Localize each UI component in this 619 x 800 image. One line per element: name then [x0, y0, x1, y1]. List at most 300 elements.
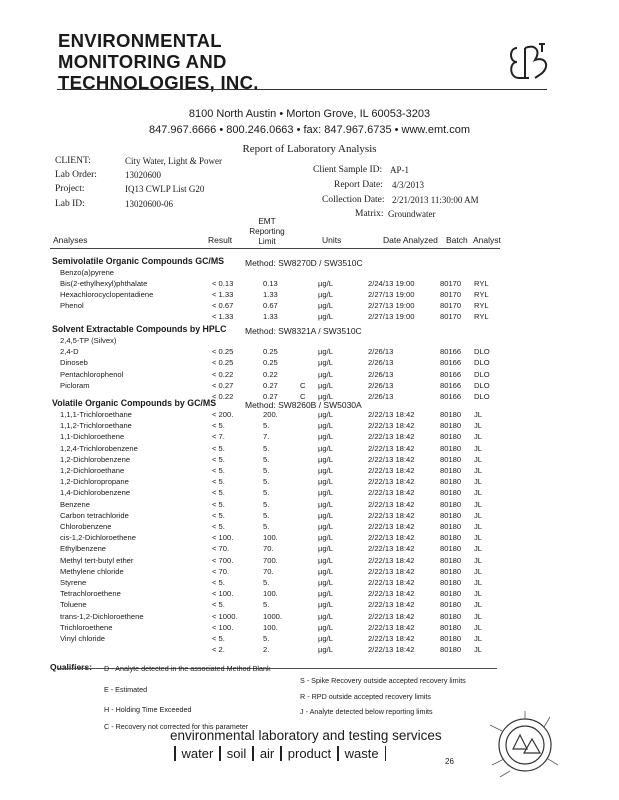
- limit-cell: 200.: [263, 410, 278, 419]
- project-value: IQ13 CWLP List G20: [125, 184, 205, 194]
- units-cell: µg/L: [318, 392, 333, 401]
- company-contact: 847.967.6666 • 800.246.0663 • fax: 847.967.6735 • www.emt.com: [149, 124, 470, 136]
- batch-cell: 80166: [440, 392, 462, 401]
- analyst-cell: DLO: [474, 392, 490, 401]
- table-row: [0, 634, 619, 644]
- limit-cell: 7.: [263, 432, 270, 442]
- limit-cell: 100.: [263, 589, 278, 599]
- result-cell: < 1.33: [212, 290, 234, 299]
- qualifier-cell: C: [300, 380, 306, 390]
- units-cell: µg/L: [318, 566, 333, 576]
- limit-cell: 700.: [263, 555, 278, 565]
- units-cell: µg/L: [318, 369, 333, 379]
- limit-cell: 0.25: [263, 358, 278, 368]
- analyst-cell: JL: [474, 443, 483, 453]
- units-cell: µg/L: [318, 555, 333, 565]
- footer-word-water: water: [181, 746, 214, 761]
- table-row: [0, 567, 619, 577]
- analyte-cell: 1,1,2-Trichloroethane: [60, 421, 132, 431]
- limit-cell: 5.: [263, 522, 270, 531]
- units-cell: µg/L: [318, 358, 333, 368]
- date-analyzed-cell: 2/22/13 18:42: [368, 634, 415, 643]
- table-row: [0, 500, 619, 510]
- section-title: Semivolatile Organic Compounds GC/MS: [52, 256, 225, 266]
- collection-date-value: 2/21/2013 11:30:00 AM: [392, 195, 479, 205]
- result-cell: < 700.: [212, 555, 234, 565]
- analyst-cell: DLO: [474, 380, 490, 390]
- date-analyzed-cell: 2/22/13 18:42: [368, 611, 415, 621]
- analyte-cell: Carbon tetrachloride: [60, 510, 129, 520]
- analyte-cell: Vinyl chloride: [60, 634, 106, 643]
- analyst-cell: JL: [474, 477, 483, 487]
- lab-id-label: Lab ID:: [55, 199, 85, 209]
- date-analyzed-cell: 2/22/13 18:42: [368, 443, 415, 453]
- batch-cell: 80180: [440, 634, 462, 643]
- batch-cell: 80180: [440, 477, 462, 487]
- batch-cell: 80180: [440, 410, 462, 419]
- analyst-cell: JL: [474, 589, 483, 599]
- batch-cell: 80180: [440, 600, 462, 610]
- section-method: Method: SW8270D / SW3510C: [245, 258, 363, 268]
- result-cell: < 0.22: [212, 392, 234, 401]
- lab-order-value: 13020600: [125, 170, 161, 180]
- limit-cell: 5.: [263, 443, 270, 453]
- table-row: [0, 488, 619, 498]
- analyst-cell: JL: [474, 410, 483, 419]
- column-header-rule: [50, 248, 500, 249]
- result-cell: < 1.33: [212, 312, 234, 321]
- qualifier-r: R - RPD outside accepted recovery limits: [300, 692, 432, 701]
- date-analyzed-cell: 2/22/13 18:42: [368, 466, 415, 475]
- units-cell: µg/L: [318, 634, 333, 643]
- analyte-cell: Tetrachloroethene: [60, 589, 121, 599]
- result-cell: < 5.: [212, 466, 225, 475]
- batch-cell: 80170: [440, 290, 462, 299]
- emt-logo: [505, 40, 557, 90]
- analyst-cell: JL: [474, 600, 483, 610]
- date-analyzed-cell: 2/26/13: [368, 369, 394, 379]
- result-cell: < 200.: [212, 410, 234, 419]
- batch-cell: 80180: [440, 533, 462, 543]
- company-address: 8100 North Austin • Morton Grove, IL 60053-3203: [188, 108, 431, 120]
- col-header-units: Units: [322, 235, 342, 245]
- analyst-cell: RYL: [474, 290, 489, 299]
- result-cell: < 5.: [212, 634, 225, 643]
- table-row: [0, 421, 619, 431]
- units-cell: µg/L: [318, 443, 333, 453]
- result-cell: < 70.: [212, 566, 230, 576]
- result-cell: < 70.: [212, 544, 230, 554]
- report-date-label: Report Date:: [334, 180, 383, 190]
- client-sample-value: AP-1: [390, 165, 410, 175]
- collection-date-label: Collection Date:: [322, 195, 385, 205]
- table-row: [0, 301, 619, 311]
- batch-cell: 80170: [440, 301, 462, 310]
- analyst-cell: JL: [474, 499, 483, 509]
- limit-cell: 2.: [263, 645, 270, 655]
- date-analyzed-cell: 2/22/13 18:42: [368, 421, 415, 431]
- batch-cell: 80180: [440, 544, 462, 554]
- analyst-cell: JL: [474, 488, 483, 498]
- units-cell: µg/L: [318, 488, 333, 498]
- limit-cell: 1.33: [263, 290, 278, 299]
- units-cell: µg/L: [318, 499, 333, 509]
- table-row: [0, 370, 619, 380]
- date-analyzed-cell: 2/24/13 19:00: [368, 279, 415, 288]
- batch-cell: 80180: [440, 443, 462, 453]
- units-cell: µg/L: [318, 522, 333, 531]
- analyst-cell: JL: [474, 611, 483, 621]
- table-row: [0, 466, 619, 476]
- analyst-cell: JL: [474, 510, 483, 520]
- batch-cell: 80180: [440, 555, 462, 565]
- analyte-cell: Methyl tert-butyl ether: [60, 555, 134, 565]
- result-cell: < 100.: [212, 533, 234, 543]
- analyte-cell: Picloram: [60, 380, 90, 390]
- table-row: [0, 612, 619, 622]
- footer-word-waste: waste: [344, 746, 379, 761]
- analyte-cell: Trichloroethene: [60, 622, 113, 632]
- units-cell: µg/L: [318, 510, 333, 520]
- batch-cell: 80180: [440, 589, 462, 599]
- limit-cell: 5.: [263, 421, 270, 431]
- batch-cell: 80166: [440, 358, 462, 368]
- units-cell: µg/L: [318, 533, 333, 543]
- qualifier-cell: C: [300, 392, 306, 401]
- analyst-cell: JL: [474, 622, 483, 632]
- units-cell: µg/L: [318, 544, 333, 554]
- limit-cell: 1.33: [263, 312, 278, 321]
- date-analyzed-cell: 2/22/13 18:42: [368, 488, 415, 498]
- date-analyzed-cell: 2/22/13 18:42: [368, 410, 415, 419]
- table-row: [0, 623, 619, 633]
- table-row: [0, 358, 619, 368]
- table-row: [0, 511, 619, 521]
- limit-cell: 0.22: [263, 369, 278, 379]
- batch-cell: 80180: [440, 522, 462, 531]
- batch-cell: 80180: [440, 566, 462, 576]
- limit-cell: 5.: [263, 634, 270, 643]
- report-title: Report of Laboratory Analysis: [242, 143, 377, 155]
- qualifier-h: H - Holding Time Exceeded: [104, 705, 192, 714]
- date-analyzed-cell: 2/22/13 18:42: [368, 555, 415, 565]
- batch-cell: 80180: [440, 622, 462, 632]
- result-cell: < 0.67: [212, 301, 234, 310]
- analyte-cell: Toluene: [60, 600, 87, 610]
- analyst-cell: JL: [474, 421, 483, 431]
- client-value: City Water, Light & Power: [125, 156, 222, 166]
- result-cell: < 2.: [212, 645, 225, 655]
- header-rule: [57, 89, 547, 90]
- result-cell: < 5.: [212, 421, 225, 431]
- analyte-cell: Chlorobenzene: [60, 522, 112, 531]
- date-analyzed-cell: 2/22/13 18:42: [368, 533, 415, 543]
- footer-word-soil: soil: [226, 746, 247, 761]
- date-analyzed-cell: 2/22/13 18:42: [368, 477, 415, 487]
- limit-cell: 5.: [263, 477, 270, 487]
- qualifier-d: D - Analyte detected in the associated Method Blank: [104, 664, 271, 673]
- batch-cell: 80180: [440, 421, 462, 431]
- units-cell: µg/L: [318, 578, 333, 587]
- date-analyzed-cell: 2/22/13 18:42: [368, 645, 415, 655]
- date-analyzed-cell: 2/26/13: [368, 380, 394, 390]
- result-cell: < 7.: [212, 432, 225, 442]
- section-method: Method: SW8260B / SW5030A: [245, 400, 362, 410]
- table-row: [0, 279, 619, 289]
- analyst-cell: JL: [474, 544, 483, 554]
- date-analyzed-cell: 2/22/13 18:42: [368, 578, 415, 587]
- qualifier-s: S - Spike Recovery outside accepted recovery limits: [300, 676, 466, 685]
- col-header-analyst: Analyst: [473, 235, 501, 245]
- limit-cell: 0.13: [263, 279, 278, 288]
- batch-cell: 80180: [440, 611, 462, 621]
- qualifier-j: J - Analyte detected below reporting limits: [300, 707, 433, 716]
- date-analyzed-cell: 2/22/13 18:42: [368, 566, 415, 576]
- analyst-cell: JL: [474, 533, 483, 543]
- date-analyzed-cell: 2/26/13: [368, 347, 394, 357]
- date-analyzed-cell: 2/22/13 18:42: [368, 510, 415, 520]
- limit-cell: 5.: [263, 488, 270, 498]
- table-row: [0, 347, 619, 357]
- result-cell: < 100.: [212, 589, 234, 599]
- units-cell: µg/L: [318, 611, 333, 621]
- limit-cell: 5.: [263, 466, 270, 475]
- client-sample-label: Client Sample ID:: [313, 165, 383, 175]
- date-analyzed-cell: 2/22/13 18:42: [368, 522, 415, 531]
- table-row: [0, 544, 619, 554]
- batch-cell: 80166: [440, 347, 462, 357]
- date-analyzed-cell: 2/27/13 19:00: [368, 290, 415, 299]
- date-analyzed-cell: 2/22/13 18:42: [368, 454, 415, 464]
- table-row: [0, 312, 619, 322]
- analyte-cell: Phenol: [60, 301, 84, 310]
- batch-cell: 80180: [440, 645, 462, 655]
- lab-id-value: 13020600-06: [125, 199, 173, 209]
- section-title: Volatile Organic Compounds by GC/MS: [52, 398, 217, 408]
- analyte-cell: Pentachlorophenol: [60, 369, 124, 379]
- table-row: [0, 578, 619, 588]
- company-name-line: TECHNOLOGIES, INC.: [58, 72, 259, 93]
- units-cell: µg/L: [318, 589, 333, 599]
- analyte-cell: Ethylbenzene: [60, 544, 107, 554]
- result-cell: < 0.25: [212, 347, 234, 357]
- table-row: [0, 444, 619, 454]
- result-cell: < 5.: [212, 600, 225, 610]
- result-cell: < 5.: [212, 522, 225, 531]
- footer-word-product: product: [287, 746, 332, 761]
- matrix-label: Matrix:: [355, 209, 384, 219]
- units-cell: µg/L: [318, 477, 333, 487]
- units-cell: µg/L: [318, 600, 333, 610]
- col-header-date-analyzed: Date Analyzed: [383, 235, 438, 245]
- analyte-cell: 1,2,4-Trichlorobenzene: [60, 443, 138, 453]
- section-method: Method: SW8321A / SW3510C: [245, 326, 362, 336]
- units-cell: µg/L: [318, 290, 333, 299]
- analyte-cell: 1,2-Dichloroethane: [60, 466, 125, 475]
- batch-cell: 80166: [440, 369, 462, 379]
- units-cell: µg/L: [318, 380, 333, 390]
- analyte-cell: Bis(2-ethylhexyl)phthalate: [60, 279, 148, 288]
- limit-cell: 5.: [263, 499, 270, 509]
- qualifiers-label: Qualifiers:: [50, 662, 93, 672]
- result-cell: < 5.: [212, 477, 225, 487]
- analyte-cell: cis-1,2-Dichloroethene: [60, 533, 136, 543]
- batch-cell: 80166: [440, 380, 462, 390]
- footer-services: [168, 746, 392, 761]
- table-row: [0, 522, 619, 532]
- table-row: [0, 381, 619, 391]
- limit-cell: 100.: [263, 533, 278, 543]
- client-label: CLIENT:: [55, 156, 91, 166]
- analyte-cell: Benzene: [60, 499, 90, 509]
- batch-cell: 80180: [440, 454, 462, 464]
- units-cell: µg/L: [318, 421, 333, 431]
- analyst-cell: JL: [474, 645, 483, 655]
- analyte-cell: Benzo(a)pyrene: [60, 268, 115, 277]
- company-name-line: MONITORING AND: [58, 51, 227, 72]
- table-row: [0, 432, 619, 442]
- analyst-cell: JL: [474, 566, 483, 576]
- batch-cell: 80180: [440, 432, 462, 442]
- analyst-cell: JL: [474, 522, 483, 531]
- analyst-cell: JL: [474, 634, 483, 643]
- analyte-cell: 2,4-D: [60, 347, 79, 357]
- limit-cell: 5.: [263, 510, 270, 520]
- units-cell: µg/L: [318, 645, 333, 655]
- result-cell: < 0.22: [212, 369, 234, 379]
- analyte-cell: Dinoseb: [60, 358, 88, 368]
- batch-cell: 80180: [440, 488, 462, 498]
- table-row: [0, 455, 619, 465]
- table-row: [0, 533, 619, 543]
- limit-cell: 0.25: [263, 347, 278, 357]
- col-header-reporting-limit: EMT Reporting Limit: [249, 217, 285, 246]
- analyte-cell: 1,2-Dichlorobenzene: [60, 454, 131, 464]
- limit-cell: 70.: [263, 566, 274, 576]
- limit-cell: 70.: [263, 544, 274, 554]
- date-analyzed-cell: 2/22/13 18:42: [368, 499, 415, 509]
- limit-cell: 100.: [263, 622, 278, 632]
- units-cell: µg/L: [318, 454, 333, 464]
- company-name-line: ENVIRONMENTAL: [58, 30, 222, 51]
- date-analyzed-cell: 2/22/13 18:42: [368, 589, 415, 599]
- analyte-cell: trans-1,2-Dichloroethene: [60, 611, 144, 621]
- analyte-cell: 1,1-Dichloroethene: [60, 432, 125, 442]
- batch-cell: 80180: [440, 578, 462, 587]
- analyst-cell: RYL: [474, 279, 489, 288]
- limit-cell: 0.27: [263, 392, 278, 401]
- analyte-cell: 1,1,1-Trichloroethane: [60, 410, 132, 419]
- analyst-cell: JL: [474, 454, 483, 464]
- date-analyzed-cell: 2/22/13 18:42: [368, 432, 415, 442]
- result-cell: < 0.25: [212, 358, 234, 368]
- limit-cell: 0.67: [263, 301, 278, 310]
- date-analyzed-cell: 2/22/13 18:42: [368, 622, 415, 632]
- limit-cell: 5.: [263, 600, 270, 610]
- table-row: [0, 477, 619, 487]
- limit-cell: 1000.: [263, 611, 283, 621]
- limit-cell: 5.: [263, 578, 270, 587]
- result-cell: < 0.13: [212, 279, 234, 288]
- analyst-cell: JL: [474, 578, 483, 587]
- units-cell: µg/L: [318, 622, 333, 632]
- date-analyzed-cell: 2/26/13: [368, 392, 394, 401]
- result-cell: < 0.27: [212, 380, 234, 390]
- company-name: [58, 30, 259, 93]
- lab-order-label: Lab Order:: [55, 170, 97, 180]
- batch-cell: 80180: [440, 466, 462, 475]
- table-row: [0, 336, 619, 346]
- table-row: [0, 589, 619, 599]
- date-analyzed-cell: 2/26/13: [368, 358, 394, 368]
- table-row: [0, 645, 619, 655]
- table-row: [0, 268, 619, 278]
- units-cell: µg/L: [318, 347, 333, 357]
- date-analyzed-cell: 2/22/13 18:42: [368, 544, 415, 554]
- analyte-cell: 2,4,5-TP (Silvex): [60, 336, 117, 345]
- date-analyzed-cell: 2/27/13 19:00: [368, 312, 415, 321]
- analyst-cell: DLO: [474, 358, 490, 368]
- units-cell: µg/L: [318, 312, 333, 321]
- analyst-cell: RYL: [474, 301, 489, 310]
- units-cell: µg/L: [318, 279, 333, 288]
- units-cell: µg/L: [318, 432, 333, 442]
- table-row: [0, 410, 619, 420]
- batch-cell: 80180: [440, 499, 462, 509]
- date-analyzed-cell: 2/22/13 18:42: [368, 600, 415, 610]
- result-cell: < 100.: [212, 622, 234, 632]
- date-analyzed-cell: 2/27/13 19:00: [368, 301, 415, 310]
- analyst-cell: DLO: [474, 347, 490, 357]
- analyst-cell: JL: [474, 466, 483, 475]
- footer-tagline: environmental laboratory and testing services: [170, 728, 442, 743]
- qualifier-e: E - Estimated: [104, 685, 148, 694]
- limit-cell: 0.27: [263, 380, 278, 390]
- footer-word-air: air: [259, 746, 275, 761]
- result-cell: < 5.: [212, 510, 225, 520]
- result-cell: < 5.: [212, 488, 225, 498]
- units-cell: µg/L: [318, 301, 333, 310]
- batch-cell: 80170: [440, 312, 462, 321]
- table-row: [0, 290, 619, 300]
- units-cell: µg/L: [318, 410, 333, 419]
- analyst-cell: RYL: [474, 312, 489, 321]
- analyte-cell: 1,2-Dichloropropane: [60, 477, 129, 487]
- limit-cell: 5.: [263, 454, 270, 464]
- analyte-cell: Methylene chloride: [60, 566, 124, 576]
- col-header-analyses: Analyses: [53, 235, 88, 245]
- page-number: 26: [445, 757, 454, 766]
- analyte-cell: 1,4-Dichlorobenzene: [60, 488, 131, 498]
- table-row: [0, 556, 619, 566]
- result-cell: < 5.: [212, 443, 225, 453]
- project-label: Project:: [55, 184, 85, 194]
- qualifier-c: C - Recovery not corrected for this parameter: [104, 722, 249, 731]
- result-cell: < 1000.: [212, 611, 238, 621]
- analyst-cell: DLO: [474, 369, 490, 379]
- col-header-batch: Batch: [446, 235, 468, 245]
- analyst-cell: JL: [474, 432, 483, 442]
- analyst-cell: JL: [474, 555, 483, 565]
- matrix-value: Groundwater: [388, 209, 436, 219]
- batch-cell: 80170: [440, 279, 462, 288]
- analyte-cell: Hexachlorocyclopentadiene: [60, 290, 154, 299]
- result-cell: < 5.: [212, 454, 225, 464]
- analyte-cell: Styrene: [60, 578, 87, 587]
- result-cell: < 5.: [212, 578, 225, 587]
- result-cell: < 5.: [212, 499, 225, 509]
- section-title: Solvent Extractable Compounds by HPLC: [52, 324, 227, 334]
